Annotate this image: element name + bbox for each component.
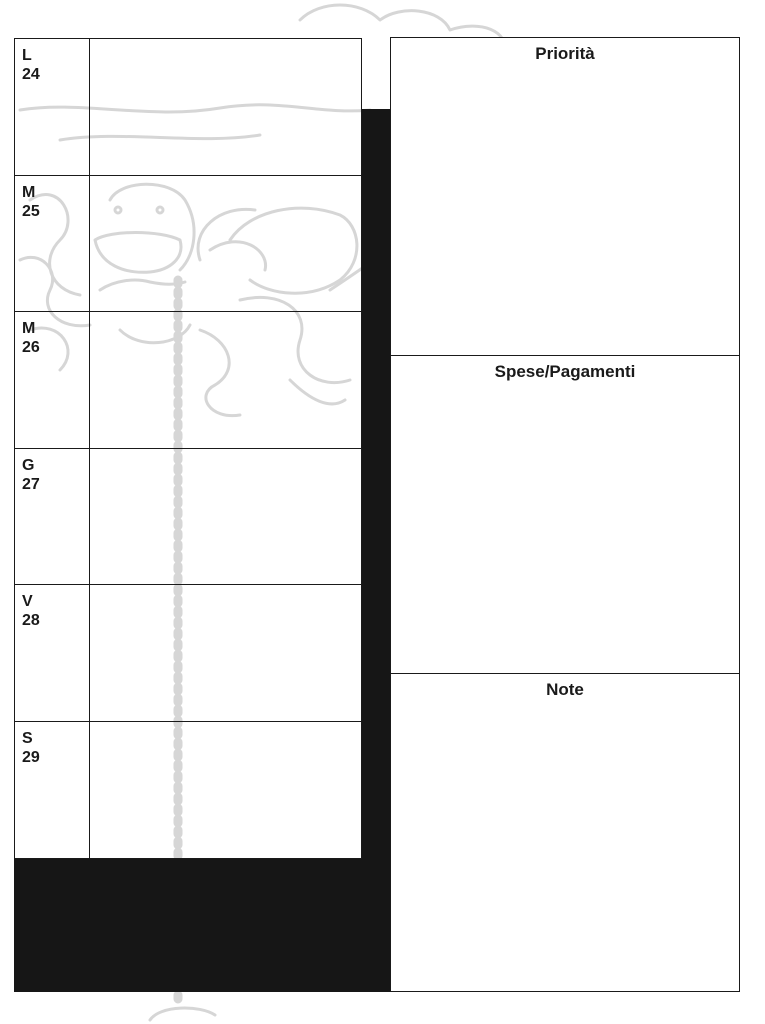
day-row-wednesday <box>15 312 361 449</box>
day-label <box>15 449 90 585</box>
side-panel <box>390 37 740 992</box>
notes-section[interactable] <box>391 674 739 990</box>
day-letter: V <box>22 593 33 610</box>
day-row-monday <box>15 39 361 176</box>
day-row-thursday <box>15 449 361 586</box>
day-row-saturday <box>15 722 361 859</box>
day-entry-area[interactable] <box>90 449 361 585</box>
day-entry-area[interactable] <box>90 39 361 175</box>
day-letter: M <box>22 183 36 201</box>
day-letter: L <box>22 47 32 64</box>
day-letter: S <box>22 729 33 747</box>
priority-section[interactable] <box>391 38 739 356</box>
expenses-title: Spese/Pagamenti <box>494 362 636 381</box>
notes-title: Note <box>546 680 584 699</box>
day-number: 27 <box>22 475 40 493</box>
day-label <box>15 39 90 175</box>
day-row-tuesday <box>15 176 361 313</box>
day-label <box>15 722 90 859</box>
black-block-bottom <box>14 859 390 992</box>
day-entry-area[interactable] <box>90 312 361 448</box>
day-letter: G <box>22 456 35 474</box>
day-number: 29 <box>22 748 40 766</box>
day-entry-area[interactable] <box>90 176 361 312</box>
day-entry-area[interactable] <box>90 585 361 721</box>
day-number: 28 <box>22 612 40 629</box>
day-letter: M <box>22 320 36 337</box>
week-day-table <box>14 38 362 859</box>
day-label <box>15 585 90 721</box>
day-number: 25 <box>22 202 40 220</box>
expenses-section[interactable] <box>391 356 739 674</box>
day-number: 24 <box>22 66 40 83</box>
day-entry-area[interactable] <box>90 722 361 859</box>
day-row-friday <box>15 585 361 722</box>
day-label <box>15 176 90 312</box>
day-number: 26 <box>22 339 40 356</box>
day-label <box>15 312 90 448</box>
priority-title: Priorità <box>535 44 595 63</box>
